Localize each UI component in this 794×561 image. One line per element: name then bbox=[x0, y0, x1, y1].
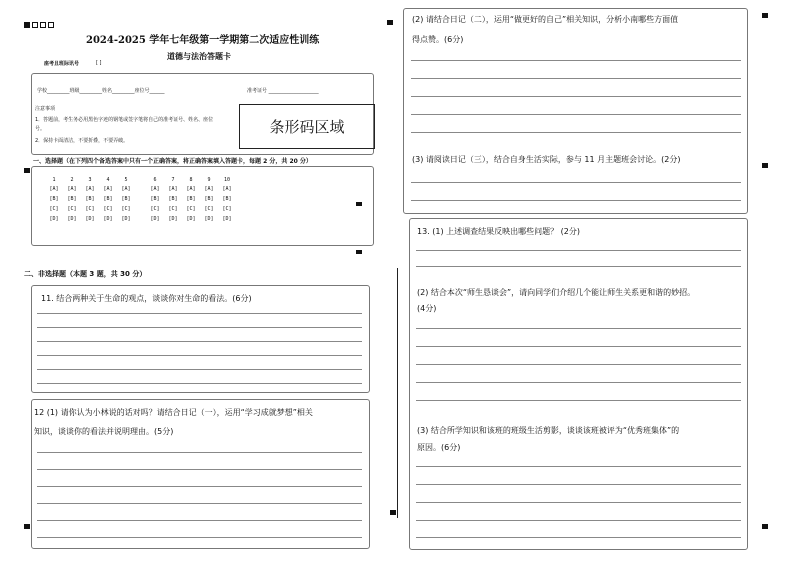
choice-bubble[interactable]: [D] bbox=[103, 216, 113, 222]
choice-bubble[interactable]: [B] bbox=[186, 196, 196, 202]
student-info-line[interactable]: 学校_________班级_________姓名_________座位号______ bbox=[37, 88, 165, 94]
answer-line[interactable] bbox=[37, 369, 362, 370]
answer-line[interactable] bbox=[411, 182, 741, 183]
choice-bubble[interactable]: [C] bbox=[67, 206, 77, 212]
answer-line[interactable] bbox=[411, 200, 741, 201]
answer-line[interactable] bbox=[416, 537, 741, 538]
choice-bubble[interactable]: [A] bbox=[204, 186, 214, 192]
notes-line-1: 1．答题前，考生务必用黑色字迹的钢笔或签字笔将自己的准考证号、姓名、座位 bbox=[35, 117, 214, 123]
choice-question-7 bbox=[167, 177, 179, 223]
choice-bubble[interactable]: [D] bbox=[186, 216, 196, 222]
q13-2-prompt-line2: (4分) bbox=[417, 304, 437, 313]
choice-number: 7 bbox=[171, 177, 175, 183]
answer-line[interactable] bbox=[411, 96, 741, 97]
q13-2-prompt-line1: (2) 结合本次“师生恳谈会”，请向同学们介绍几个能让师生关系更和谐的妙招。 bbox=[417, 288, 696, 297]
choice-bubble[interactable]: [B] bbox=[49, 196, 59, 202]
choice-number: 10 bbox=[223, 177, 231, 183]
choice-question-5 bbox=[120, 177, 132, 223]
choice-bubble[interactable]: [B] bbox=[121, 196, 131, 202]
choice-number: 8 bbox=[189, 177, 193, 183]
q12-1-prompt-line1: 12 (1) 请你认为小林说的话对吗？请结合日记（一），运用“学习成就梦想”相关 bbox=[34, 408, 313, 417]
q12-2-prompt-line2: 得点赞。(6分) bbox=[412, 35, 464, 44]
choice-question-4 bbox=[102, 177, 114, 223]
choice-number: 4 bbox=[106, 177, 110, 183]
registration-mark bbox=[762, 13, 768, 18]
choice-bubble[interactable]: [B] bbox=[103, 196, 113, 202]
choice-number: 5 bbox=[124, 177, 128, 183]
answer-line[interactable] bbox=[416, 382, 741, 383]
notes-line-1b: 号。 bbox=[35, 126, 46, 132]
answer-line[interactable] bbox=[416, 266, 741, 267]
choice-bubble[interactable]: [C] bbox=[85, 206, 95, 212]
answer-line[interactable] bbox=[37, 486, 362, 487]
q13-3-prompt-line1: (3) 结合所学知识和该班的班级生活剪影，谈谈该班被评为“优秀班集体”的 bbox=[417, 426, 680, 435]
choice-number: 9 bbox=[207, 177, 211, 183]
answer-line[interactable] bbox=[37, 520, 362, 521]
choice-bubble[interactable]: [D] bbox=[168, 216, 178, 222]
choice-bubble[interactable]: [A] bbox=[150, 186, 160, 192]
section1-heading: 一、选择题（在下列四个备选答案中只有一个正确答案，将正确答案填入答题卡，每题 2 分，共 20 分） bbox=[33, 158, 312, 165]
choice-bubble[interactable]: [B] bbox=[222, 196, 232, 202]
answer-line[interactable] bbox=[37, 469, 362, 470]
answer-line[interactable] bbox=[37, 313, 362, 314]
choice-bubble[interactable]: [C] bbox=[49, 206, 59, 212]
choice-bubble[interactable]: [C] bbox=[103, 206, 113, 212]
choice-bubble[interactable]: [A] bbox=[186, 186, 196, 192]
notes-line-2: 2．保持卡面清洁，不要折叠，不要弄破。 bbox=[35, 138, 129, 144]
choice-question-9 bbox=[203, 177, 215, 223]
exam-title: 2024-2025 学年七年级第一学期第二次适应性训练 bbox=[86, 35, 320, 46]
choice-bubble[interactable]: [D] bbox=[222, 216, 232, 222]
choice-question-8 bbox=[185, 177, 197, 223]
answer-line[interactable] bbox=[416, 250, 741, 251]
choice-bubble[interactable]: [C] bbox=[121, 206, 131, 212]
choice-bubble[interactable]: [D] bbox=[150, 216, 160, 222]
answer-line[interactable] bbox=[416, 328, 741, 329]
choice-bubble[interactable]: [A] bbox=[49, 186, 59, 192]
choice-bubble[interactable]: [A] bbox=[103, 186, 113, 192]
choice-bubble[interactable]: [A] bbox=[67, 186, 77, 192]
choice-bubble[interactable]: [C] bbox=[186, 206, 196, 212]
choice-bubble[interactable]: [B] bbox=[150, 196, 160, 202]
choice-question-2 bbox=[66, 177, 78, 223]
answer-line[interactable] bbox=[411, 60, 741, 61]
exam-no-label: 座考且班际讯号 bbox=[44, 61, 80, 67]
choice-bubble[interactable]: [A] bbox=[222, 186, 232, 192]
choice-bubble[interactable]: [C] bbox=[168, 206, 178, 212]
choice-bubble[interactable]: [C] bbox=[150, 206, 160, 212]
answer-line[interactable] bbox=[416, 400, 741, 401]
answer-line[interactable] bbox=[416, 346, 741, 347]
choice-bubble[interactable]: [A] bbox=[121, 186, 131, 192]
answer-line[interactable] bbox=[411, 132, 741, 133]
answer-line[interactable] bbox=[37, 537, 362, 538]
registration-mark bbox=[24, 168, 30, 173]
q12-1-answer-box[interactable] bbox=[31, 399, 370, 549]
choice-number: 3 bbox=[88, 177, 92, 183]
registration-mark bbox=[390, 510, 396, 515]
choice-question-1 bbox=[48, 177, 60, 223]
choice-bubble[interactable]: [B] bbox=[85, 196, 95, 202]
answer-line[interactable] bbox=[37, 452, 362, 453]
registration-mark bbox=[356, 250, 362, 254]
registration-mark bbox=[762, 163, 768, 168]
answer-line[interactable] bbox=[37, 327, 362, 328]
answer-line[interactable] bbox=[416, 364, 741, 365]
choice-bubble[interactable]: [B] bbox=[168, 196, 178, 202]
section2-heading: 二、非选择题（本题 3 题，共 30 分） bbox=[24, 270, 147, 278]
q11-prompt: 11. 结合两种关于生命的观点，谈谈你对生命的看法。(6分) bbox=[41, 294, 252, 303]
choice-bubble[interactable]: [C] bbox=[204, 206, 214, 212]
registration-mark bbox=[387, 20, 393, 25]
exam-no-bracket: [ ] bbox=[96, 60, 102, 66]
choice-number: 1 bbox=[52, 177, 56, 183]
answer-line[interactable] bbox=[416, 466, 741, 467]
answer-line[interactable] bbox=[37, 355, 362, 356]
ticket-number-field[interactable]: 准考证号 ____________________ bbox=[247, 88, 319, 94]
q12-2-prompt-line1: (2) 请结合日记（二），运用“做更好的自己”相关知识，分析小南哪些方面值 bbox=[412, 15, 679, 24]
choice-number: 2 bbox=[70, 177, 74, 183]
registration-mark bbox=[762, 524, 768, 529]
answer-line[interactable] bbox=[37, 341, 362, 342]
answer-line[interactable] bbox=[416, 484, 741, 485]
center-divider bbox=[397, 268, 398, 518]
choice-bubble[interactable]: [D] bbox=[67, 216, 77, 222]
choice-bubble[interactable]: [A] bbox=[85, 186, 95, 192]
choice-bubble[interactable]: [D] bbox=[121, 216, 131, 222]
q13-answer-box[interactable] bbox=[409, 218, 748, 550]
choice-bubble[interactable]: [A] bbox=[168, 186, 178, 192]
choice-bubble[interactable]: [C] bbox=[222, 206, 232, 212]
notes-heading: 注意事项 bbox=[35, 106, 56, 112]
q13-3-prompt-line2: 原因。(6分) bbox=[417, 443, 461, 452]
choice-bubble[interactable]: [D] bbox=[85, 216, 95, 222]
barcode-label: 条形码区域 bbox=[269, 118, 345, 136]
marker-squares bbox=[24, 13, 56, 32]
answer-line[interactable] bbox=[37, 503, 362, 504]
exam-subtitle: 道德与法治答题卡 bbox=[167, 51, 231, 61]
q12-1-prompt-line2: 知识，谈谈你的看法并说明理由。(5分) bbox=[34, 427, 174, 436]
choice-question-3 bbox=[84, 177, 96, 223]
q12-3-prompt: (3) 请阅读日记（三），结合自身生活实际，参与 11 月主题班会讨论。(2分) bbox=[412, 155, 681, 164]
q13-1-prompt: 13. (1) 上述调查结果反映出哪些问题？ (2分) bbox=[417, 227, 581, 236]
choice-question-10 bbox=[221, 177, 233, 223]
answer-line[interactable] bbox=[416, 502, 741, 503]
choice-bubble[interactable]: [B] bbox=[67, 196, 77, 202]
answer-line[interactable] bbox=[411, 78, 741, 79]
registration-mark bbox=[24, 524, 30, 529]
choice-bubble[interactable]: [D] bbox=[49, 216, 59, 222]
choice-bubble[interactable]: [D] bbox=[204, 216, 214, 222]
answer-line[interactable] bbox=[37, 383, 362, 384]
answer-line[interactable] bbox=[411, 114, 741, 115]
answer-line[interactable] bbox=[416, 520, 741, 521]
choice-bubble[interactable]: [B] bbox=[204, 196, 214, 202]
choice-question-6 bbox=[149, 177, 161, 223]
choice-number: 6 bbox=[153, 177, 157, 183]
